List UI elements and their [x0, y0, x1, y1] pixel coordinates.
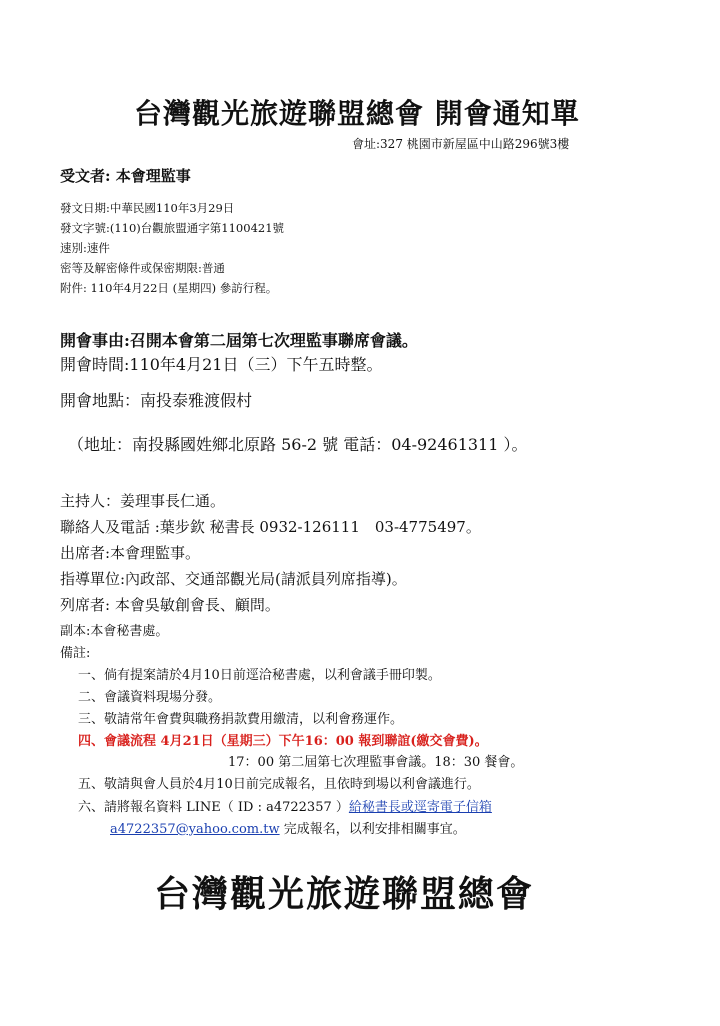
note-item-6 [78, 796, 492, 815]
note-item-4-highlight: 四、會議流程 4月21日（星期三）下午16：00 報到聯誼(繳交會費)。 [78, 734, 488, 749]
meeting-reason: 開會事由:召開本會第二屆第七次理監事聯席會議。 [60, 331, 418, 350]
note-item-1: 一、倘有提案請於4月10日前逕洽秘書處，以利會議手冊印製。 [78, 668, 441, 683]
note-item-2: 二、會議資料現場分發。 [78, 690, 222, 705]
issue-date: 發文日期:中華民國110年3月29日 [60, 201, 235, 215]
meeting-place-address: （地址：南投縣國姓鄉北原路 56-2 號 電話：04-92461311 ）。 [68, 435, 528, 454]
urgency: 速別:速件 [60, 241, 110, 255]
guidance-units: 指導單位:內政部、交通部觀光局(請派員列席指導)。 [60, 570, 407, 588]
note-item-6-text: 六、請將報名資料 LINE（ ID : a4722357 ） [78, 800, 349, 815]
meeting-time: 開會時間:110年4月21日（三）下午五時整。 [60, 355, 383, 374]
association-address: 會址:327 桃園市新屋區中山路296號3樓 [352, 137, 570, 151]
meeting-place: 開會地點：南投泰雅渡假村 [60, 391, 253, 410]
document-title: 台灣觀光旅遊聯盟總會 開會通知單 [134, 97, 580, 130]
email-address-link[interactable]: a4722357@yahoo.com.tw [110, 822, 280, 837]
copy-to: 副本:本會秘書處。 [60, 624, 169, 639]
recipient-line: 受文者: 本會理監事 [60, 167, 191, 185]
note-item-5: 五、敬請與會人員於4月10日前完成報名，且依時到場以利會議進行。 [78, 777, 480, 792]
attachment: 附件: 110年4月22日 (星期四) 參訪行程。 [60, 281, 278, 295]
association-signature: 台灣觀光旅遊聯盟總會 [154, 873, 535, 915]
note-item-3: 三、敬請常年會費與職務捐款費用繳清，以利會務運作。 [78, 712, 404, 727]
secrecy-level: 密等及解密條件或保密期限:普通 [60, 261, 225, 275]
document-meta [60, 198, 284, 298]
email-instruction-link[interactable]: 給秘書長或逕寄電子信箱 [348, 800, 492, 815]
attendees: 出席者:本會理監事。 [60, 544, 201, 562]
note-item-4-schedule: 17：00 第二屆第七次理監事會議。18：30 餐會。 [228, 755, 524, 770]
host: 主持人：姜理事長仁通。 [60, 492, 226, 510]
note-item-6-continued [110, 818, 466, 837]
contact-person: 聯絡人及電話 :葉步欽 秘書長 0932-126111 03-4775497。 [60, 518, 481, 536]
guests: 列席者: 本會吳敏創會長、顧問。 [60, 596, 280, 614]
notes-label: 備註: [60, 646, 91, 661]
note-item-6-tail: 完成報名，以利安排相關事宜。 [279, 822, 466, 837]
document-number: 發文字號:(110)台觀旅盟通字第1100421號 [60, 221, 285, 235]
